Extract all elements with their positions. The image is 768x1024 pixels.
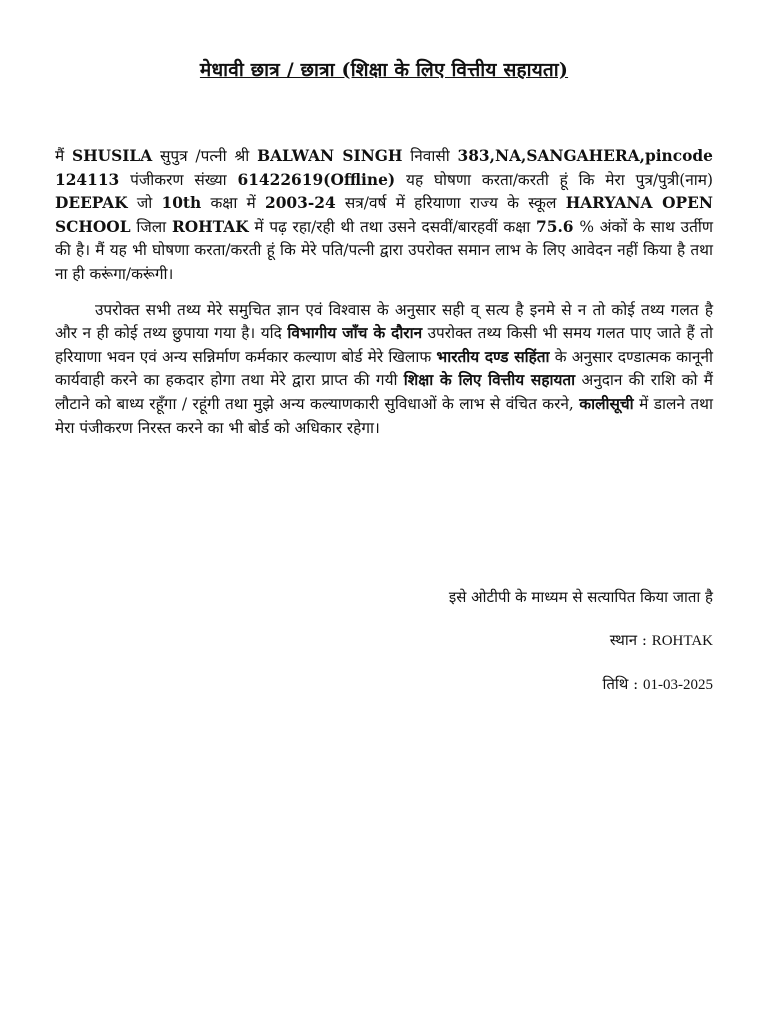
text-segment: पंजीकरण संख्या <box>130 170 227 189</box>
text-segment: यह घोषणा करता/करती हूं कि मेरा पुत्र/पुत्री(नाम) <box>406 170 713 189</box>
registration-number: 61422619(Offline) <box>237 170 396 189</box>
declaration-paragraph-1 <box>55 145 713 287</box>
bold-phrase: विभागीय जाँच के दौरान <box>287 324 423 343</box>
text-segment: जिला <box>136 217 167 236</box>
child-name: DEEPAK <box>55 194 128 213</box>
text-segment: कक्षा में <box>210 194 256 213</box>
text-segment: % अंकों के साथ उर्तीण की है। मैं यह भी घोषणा करता/करती हूं कि मेरे पति/पत्नी द्वारा उपरोक्त समान लाभ के लिए आवेदन नहीं किया है तथा ना ही करूंगा/करूंगी। <box>55 217 713 283</box>
bold-phrase: शिक्षा के लिए वित्तीय सहायता <box>403 371 576 390</box>
bold-phrase: भारतीय दण्ड सहिंता <box>436 347 550 366</box>
text-segment: सत्र/वर्ष में हरियाणा राज्य के स्कूल <box>344 194 557 213</box>
text-segment: अनुदान की राशि को मैं लौटाने को बाध्य रहूँगा / रहूंगी तथा मुझे अन्य कल्याणकारी सुविधाओं के लाभ से वंचित करने, <box>55 371 713 413</box>
class-value: 10th <box>161 194 202 213</box>
text-segment: जो <box>136 194 153 213</box>
district-name: ROHTAK <box>171 217 249 236</box>
text-segment: के अनुसार दण्डात्मक कानूनी कार्यवाही करने का हकदार होगा तथा मेरे द्वारा प्राप्त की गयी <box>55 347 713 390</box>
place-value: ROHTAK <box>651 633 713 649</box>
date-label: तिथि : <box>602 675 639 693</box>
declaration-paragraph-2 <box>55 299 713 441</box>
declaration-document <box>55 0 713 440</box>
otp-verification-note: इसे ओटीपी के माध्यम से सत्यापित किया जाता है <box>448 588 713 606</box>
percentage-value: 75.6 <box>536 217 574 236</box>
place-label: स्थान : <box>609 631 647 649</box>
text-segment: सुपुत्र /पत्नी श्री <box>159 147 250 165</box>
date-value: 01-03-2025 <box>643 677 713 693</box>
bold-phrase: कालीसूची <box>579 394 634 413</box>
date-line <box>602 674 713 694</box>
session-year: 2003-24 <box>265 194 336 213</box>
text-segment: में डालने तथा मेरा पंजीकरण निरस्त करने का भी बोर्ड को अधिकार रहेगा। <box>55 394 713 437</box>
text-segment: निवासी <box>410 147 450 165</box>
father-husband-name: BALWAN SINGH <box>257 147 403 165</box>
place-line <box>610 630 713 650</box>
page-title: मेधावी छात्र / छात्रा (शिक्षा के लिए वित्तीय सहायता) <box>199 59 569 81</box>
applicant-name: SHUSILA <box>72 147 153 165</box>
school-name: HARYANA OPEN SCHOOL <box>55 194 713 236</box>
text-segment: में पढ़ रहा/रही थी तथा उसने दसवीं/बारहवीं कक्षा <box>254 217 531 236</box>
address: 383,NA,SANGAHERA,pincode 124113 <box>55 147 713 189</box>
text-segment: मैं <box>55 147 65 165</box>
text-segment: उपरोक्त सभी तथ्य मेरे समुचित ज्ञान एवं विश्वास के अनुसार सही व् सत्य है इनमे से न तो कोई तथ्य गलत है और न ही कोई तथ्य छुपाया गया है। यदि <box>55 300 713 343</box>
text-segment: उपरोक्त तथ्य किसी भी समय गलत पाए जाते हैं तो हरियाणा भवन एवं अन्य सन्निर्माण कर्मकार कल्याण बोर्ड मेरे खिलाफ <box>55 324 713 366</box>
